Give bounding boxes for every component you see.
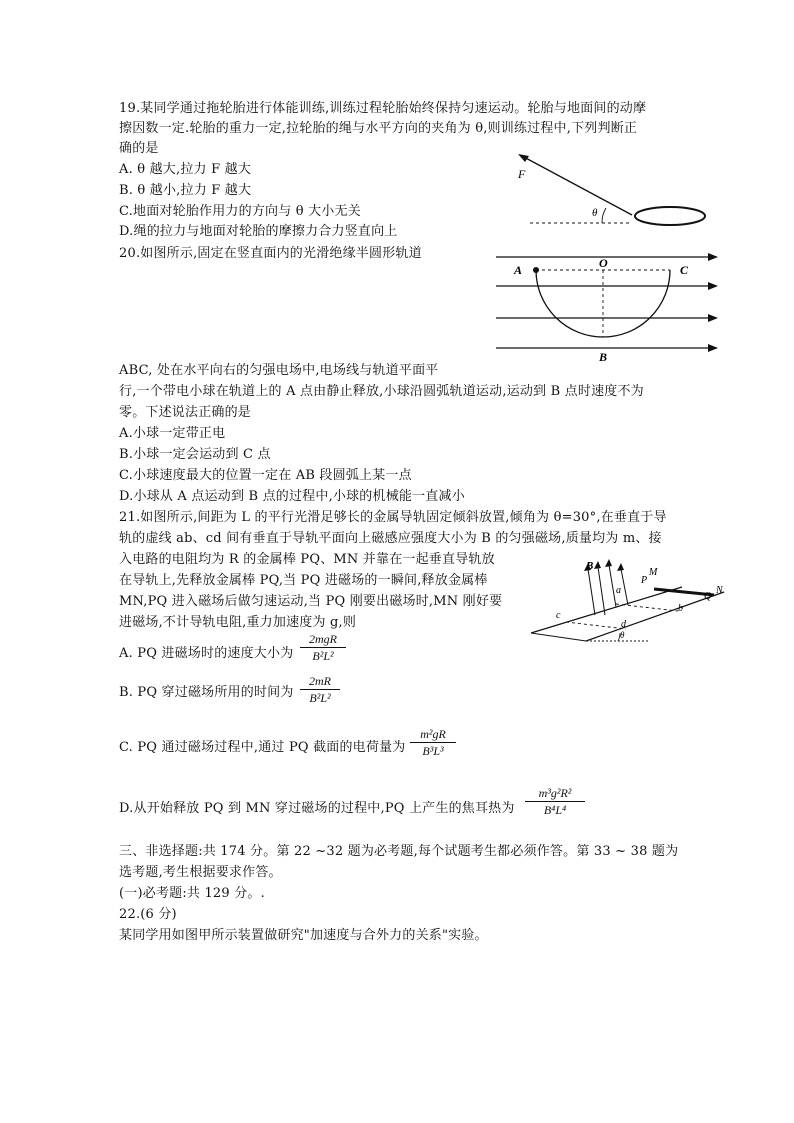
q21-b-denominator: B²L² [309,691,331,705]
q20-option-b: B.小球一定会运动到 C 点 [119,447,271,462]
q21-stem-line5: MN,PQ 进入磁场后做匀速运动,当 PQ 刚要出磁场时,MN 刚好要 [119,594,503,609]
q22-heading: 22.(6 分) [119,907,177,922]
section3-line2: 选考题,考生根据要求作答。 [119,865,282,880]
q21-stem-line2: 轨的虚线 ab、cd 间有垂直于导轨平面向上磁感应强度大小为 B 的匀强磁场,质量均为 m、接 [119,531,662,546]
q21-option-d: D.从开始释放 PQ 到 MN 穿过磁场的过程中,PQ 上产生的焦耳热为 [119,801,515,816]
point-m-label: M [649,567,658,578]
q21-a-numerator: 2mgR [309,632,337,646]
angle-label: θ [592,207,598,219]
q19-option-a: A. θ 越大,拉力 F 越大 [119,162,252,177]
point-a-label: a [616,585,621,596]
q22-stem: 某同学用如图甲所示装置做研究"加速度与合外力的关系"实验。 [119,928,488,943]
point-d-label: d [621,619,626,630]
q20-stem-line2: ABC, 处在水平向右的匀强电场中,电场线与轨道平面平 [119,363,439,378]
section3-line1: 三、非选择题:共 174 分。第 22 ~32 题为必考题,每个试题考生都必须作答。第 33 ~ 38 题为 [119,844,679,859]
q20-option-d: D.小球从 A 点运动到 B 点的过程中,小球的机械能一直减小 [119,489,465,504]
point-c-label: c [556,610,561,621]
q21-option-c-formula [410,727,456,758]
q20-option-a: A.小球一定带正电 [119,426,226,441]
q21-b-numerator: 2mR [309,674,331,688]
q21-d-denominator: B⁴L⁴ [543,803,567,817]
field-b-label: B [586,560,594,572]
q21-stem-line4: 在导轨上,先释放金属棒 PQ,当 PQ 进磁场的一瞬间,释放金属棒 [119,573,488,588]
q21-option-b-formula [300,674,340,705]
q19-option-b: B. θ 越小,拉力 F 越大 [119,183,252,198]
q19-stem-line2: 擦因数一定.轮胎的重力一定,拉轮胎的绳与水平方向的夹角为 θ,则训练过程中,下列判断正 [119,121,638,136]
q21-option-c: C. PQ 通过磁场过程中,通过 PQ 截面的电荷量为 [119,740,406,755]
q20-stem-line3: 行,一个带电小球在轨道上的 A 点由静止释放,小球沿圆弧轨道运动,运动到 B 点时速度不为 [119,384,644,399]
point-b-label: B [599,350,608,364]
point-p-label: P [641,575,648,586]
q21-option-d-formula [525,786,585,817]
q19-option-c: C.地面对轮胎作用力的方向与 θ 大小无关 [119,204,361,219]
force-label: F [518,167,526,181]
q21-stem-line1: 21.如图所示,间距为 L 的平行光滑足够长的金属导轨固定倾斜放置,倾角为 θ=30°,在垂直于导 [119,510,667,525]
point-q-label: Q [704,591,712,602]
q21-d-numerator: m³g²R² [538,786,572,800]
point-b-label: b [678,603,683,614]
q21-rails-figure [528,555,730,645]
q19-tire-figure [510,148,710,233]
point-o-label: O [599,256,608,270]
incline-angle-label: θ [620,630,625,640]
q21-option-b: B. PQ 穿过磁场所用的时间为 [119,685,294,700]
q21-stem-line3: 入电路的电阻均为 R 的金属棒 PQ、MN 并靠在一起垂直导轨放 [119,552,495,567]
q20-stem-line4: 零。下述说法正确的是 [119,405,252,420]
q20-option-c: C.小球速度最大的位置一定在 AB 段圆弧上某一点 [119,468,412,483]
section3-line3: (一)必考题:共 129 分。. [119,886,265,901]
point-n-label: N [716,585,723,596]
q19-stem-line3: 确的是 [119,141,159,156]
q21-c-numerator: m²gR [420,727,446,741]
q21-a-denominator: B²L² [312,649,334,663]
point-c-label: C [680,263,689,277]
q21-stem-line6: 进磁场,不计导轨电阻,重力加速度为 g,则 [119,615,357,630]
point-a-label: A [514,263,523,277]
q19-option-d: D.绳的拉力与地面对轮胎的摩擦力合力竖直向上 [119,224,398,239]
q20-stem-line1: 20.如图所示,固定在竖直面内的光滑绝缘半圆形轨道 [119,246,422,261]
q21-option-a-formula [300,632,346,663]
q21-option-a: A. PQ 进磁场时的速度大小为 [119,646,294,661]
q20-semicircle-figure [490,245,722,365]
q21-c-denominator: B³L³ [422,744,444,758]
q19-stem-line1: 19.某同学通过拖轮胎进行体能训练,训练过程轮胎始终保持匀速运动。轮胎与地面间的动摩 [119,101,647,116]
